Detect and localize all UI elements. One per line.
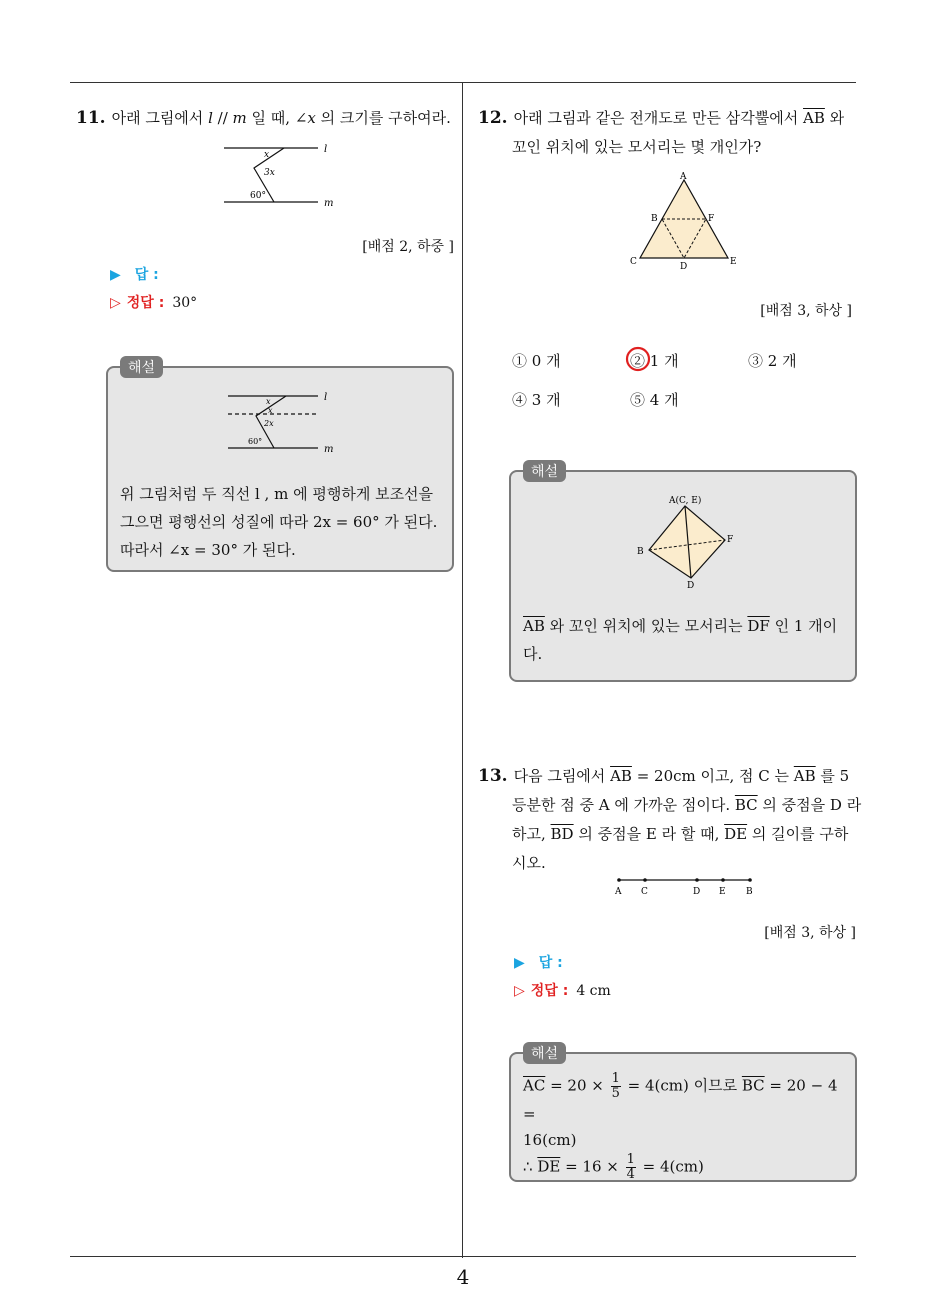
question-number: 13. — [478, 766, 508, 786]
svg-text:x: x — [268, 406, 273, 415]
play-icon: ▶ — [514, 955, 525, 971]
question-number: 11. — [76, 108, 106, 128]
svg-text:B: B — [651, 214, 658, 224]
column-divider — [462, 82, 463, 1258]
solution-tag: 해설 — [523, 1042, 566, 1064]
svg-text:E: E — [730, 257, 737, 267]
q12-solution-text: $\overline{AB}$ 와 꼬인 위치에 있는 모서리는 $\overline{DF}$ 인 1 개이 다. — [523, 617, 838, 663]
q11-meta: [배점 2, 하중 ] — [362, 239, 454, 255]
svg-text:B: B — [637, 547, 644, 557]
q11-answer: ▶ 답 : — [110, 267, 159, 283]
q11-solution-figure — [224, 386, 344, 456]
svg-text:F: F — [708, 214, 715, 224]
answer-circle-mark — [624, 345, 652, 373]
q12-solution-figure — [633, 492, 743, 592]
choice-4[interactable]: ④ 3 개 — [512, 391, 561, 409]
q12-meta: [배점 3, 하상 ] — [760, 303, 852, 319]
label-3x: 3x — [264, 168, 275, 178]
q12-solution — [509, 464, 857, 682]
q11-solution-text: 위 그림처럼 두 직선 l , m 에 평행하게 보조선을 그으면 평행선의 성질에 따라 2x = 60° 가 된다. 따라서 ∠x = 30° 가 된다. — [120, 485, 438, 559]
fraction: $\frac{1}{4}$ — [626, 1152, 635, 1182]
page-number: 4 — [456, 1265, 470, 1289]
q13-solution-text: $\overline{AC} = 20$ × $\frac{1}{5}$ = 4(cm) 이므로 $\overline{BC} = 20 - 4$ = 16(cm) ∴ $\overline{DE} = 16$ × $\frac{1}{4}$ = 4(cm) — [523, 1071, 838, 1182]
play-icon: ▶ — [110, 267, 121, 283]
question-12: 12. 아래 그림과 같은 전개도로 만든 삼각뿔에서 $\overline{AB}$ 와 꼬인 위치에 있는 모서리는 몇 개인가? — [478, 108, 845, 156]
question-11: 11. 아래 그림에서 l // m 일 때, ∠x 의 크기를 구하여라. — [76, 108, 451, 128]
q13-segment-figure — [610, 872, 760, 900]
svg-text:x: x — [266, 397, 271, 406]
svg-text:D: D — [687, 581, 695, 591]
q12-choices — [512, 350, 852, 410]
triangle-outline-icon: ▷ — [110, 295, 121, 311]
bottom-rule — [70, 1256, 856, 1257]
solution-tag: 해설 — [120, 356, 163, 378]
label-60: 60° — [250, 191, 266, 201]
label-x: x — [264, 150, 270, 160]
choice-1[interactable]: ① 0 개 — [512, 352, 561, 370]
q13-answer: ▶ 답 : — [514, 955, 563, 971]
label-l: l — [324, 144, 328, 155]
question-13: 13. 다음 그림에서 $\overline{AB} = 20cm$ 이고, 점 C 는 $\overline{AB}$ 를 5 등분한 점 중 A 에 가까운 점이다. $\overline{BC}$ 의 중점을 D 라 하고, $\overline{BD}$ 의 중점을 E 라 할 때, $\overline{DE}$ 의 길이를 구하 시오. — [478, 766, 862, 872]
label-m: m — [324, 198, 334, 209]
svg-text:A(C, E): A(C, E) — [669, 496, 702, 506]
svg-text:F: F — [727, 535, 734, 545]
q11-correct: ▷ 정답 : 30° — [110, 295, 198, 311]
question-number: 12. — [478, 108, 508, 128]
q11-figure — [220, 138, 350, 210]
svg-text:A: A — [615, 887, 622, 897]
triangle-outline-icon: ▷ — [514, 983, 525, 999]
svg-text:A: A — [680, 172, 687, 182]
choice-3[interactable]: ③ 2 개 — [748, 352, 797, 370]
solution-tag: 해설 — [523, 460, 566, 482]
fraction: $\frac{1}{5}$ — [611, 1071, 620, 1101]
q11-solution — [106, 360, 454, 572]
q13-solution — [509, 1046, 857, 1182]
svg-text:C: C — [630, 257, 637, 267]
svg-text:2x: 2x — [264, 419, 274, 428]
top-rule — [70, 82, 856, 83]
q12-net-figure — [624, 170, 744, 274]
choice-5[interactable]: ⑤ 4 개 — [630, 391, 679, 409]
svg-text:D: D — [680, 262, 688, 272]
svg-text:m: m — [324, 444, 334, 455]
choice-2[interactable]: ② 1 개 — [630, 352, 679, 370]
svg-text:E: E — [719, 887, 726, 897]
svg-text:60°: 60° — [248, 437, 263, 446]
q13-meta: [배점 3, 하상 ] — [764, 925, 856, 941]
svg-text:l: l — [324, 392, 328, 403]
svg-text:B: B — [746, 887, 753, 897]
svg-text:D: D — [693, 887, 701, 897]
q13-correct: ▷ 정답 : 4 cm — [514, 983, 611, 999]
svg-text:C: C — [641, 887, 648, 897]
